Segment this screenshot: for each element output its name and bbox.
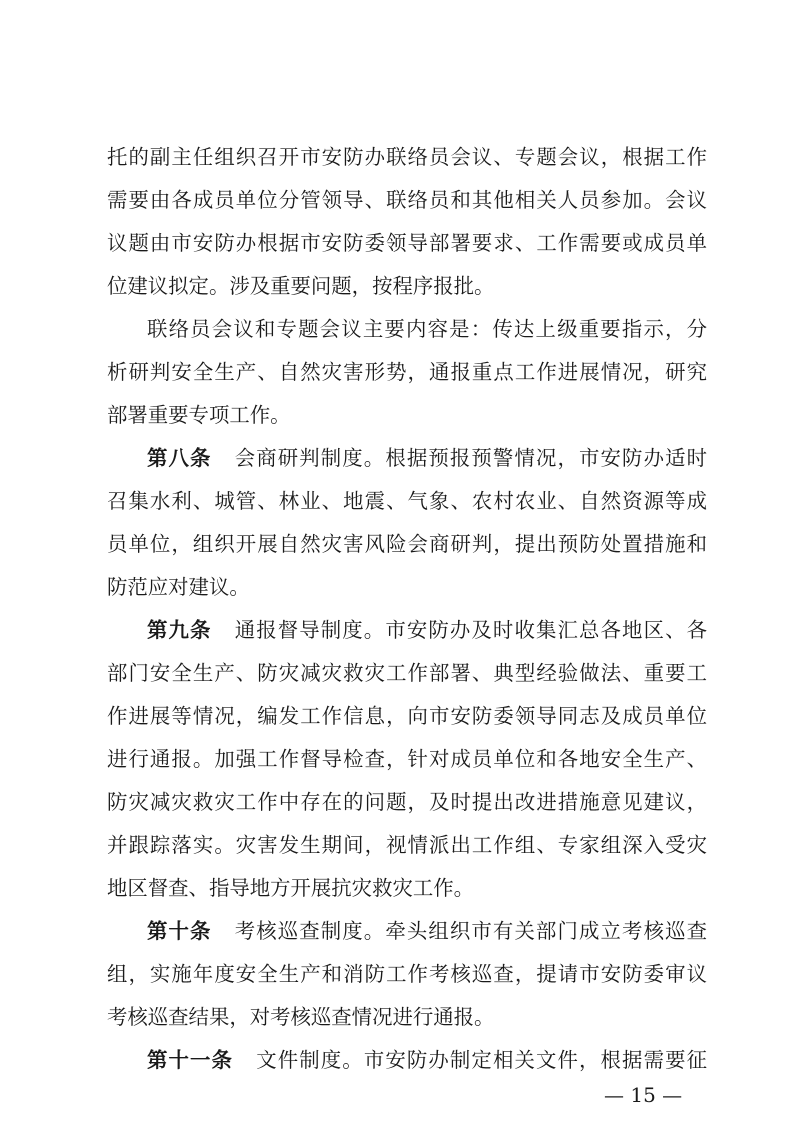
text-line: 员单位，组织开展自然灾害风险会商研判，提出预防处置措施和 <box>107 532 707 556</box>
article-line <box>147 610 707 650</box>
article-line <box>147 438 707 478</box>
text-line: 并跟踪落实。灾害发生期间，视情派出工作组、专家组深入受灾 <box>107 833 707 857</box>
text-line: 防灾减灾救灾工作中存在的问题，及时提出改进措施意见建议， <box>107 790 707 814</box>
article-heading: 第九条 <box>147 618 212 642</box>
article-heading: 第八条 <box>147 446 212 470</box>
article-text: 考核巡查制度。牵头组织市有关部门成立考核巡查 <box>233 919 707 943</box>
text-line: 部门安全生产、防灾减灾救灾工作部署、典型经验做法、重要工 <box>107 661 707 685</box>
text-line: 组，实施年度安全生产和消防工作考核巡查，提请市安防委审议 <box>107 962 707 986</box>
text-line: 位建议拟定。涉及重要问题，按程序报批。 <box>107 274 495 298</box>
text-line: 需要由各成员单位分管领导、联络员和其他相关人员参加。会议 <box>107 188 707 212</box>
text-line: 联络员会议和专题会议主要内容是：传达上级重要指示，分 <box>147 317 707 341</box>
text-line: 地区督查、指导地方开展抗灾救灾工作。 <box>107 876 475 900</box>
text-line: 防范应对建议。 <box>107 575 250 599</box>
article-line <box>147 911 707 951</box>
article-heading: 第十一条 <box>147 1048 234 1072</box>
article-line <box>147 1040 707 1080</box>
article-heading: 第十条 <box>147 919 212 943</box>
text-line: 考核巡查结果，对考核巡查情况进行通报。 <box>107 1005 495 1029</box>
text-line: 部署重要专项工作。 <box>107 403 291 427</box>
text-line: 召集水利、城管、林业、地震、气象、农村农业、自然资源等成 <box>107 489 707 513</box>
text-line: 进行通报。加强工作督导检查，针对成员单位和各地安全生产、 <box>107 747 707 771</box>
article-text: 文件制度。市安防办制定相关文件，根据需要征 <box>255 1048 707 1072</box>
text-line: 议题由市安防办根据市安防委领导部署要求、工作需要或成员单 <box>107 231 707 255</box>
text-line: 析研判安全生产、自然灾害形势，通报重点工作进展情况，研究 <box>107 360 707 384</box>
text-line: 托的副主任组织召开市安防办联络员会议、专题会议，根据工作 <box>107 145 707 169</box>
text-line: 作进展等情况，编发工作信息，向市安防委领导同志及成员单位 <box>107 704 707 728</box>
page-number: — 15 — <box>604 1083 683 1107</box>
article-text: 会商研判制度。根据预报预警情况，市安防办适时 <box>233 446 707 470</box>
article-text: 通报督导制度。市安防办及时收集汇总各地区、各 <box>233 618 707 642</box>
